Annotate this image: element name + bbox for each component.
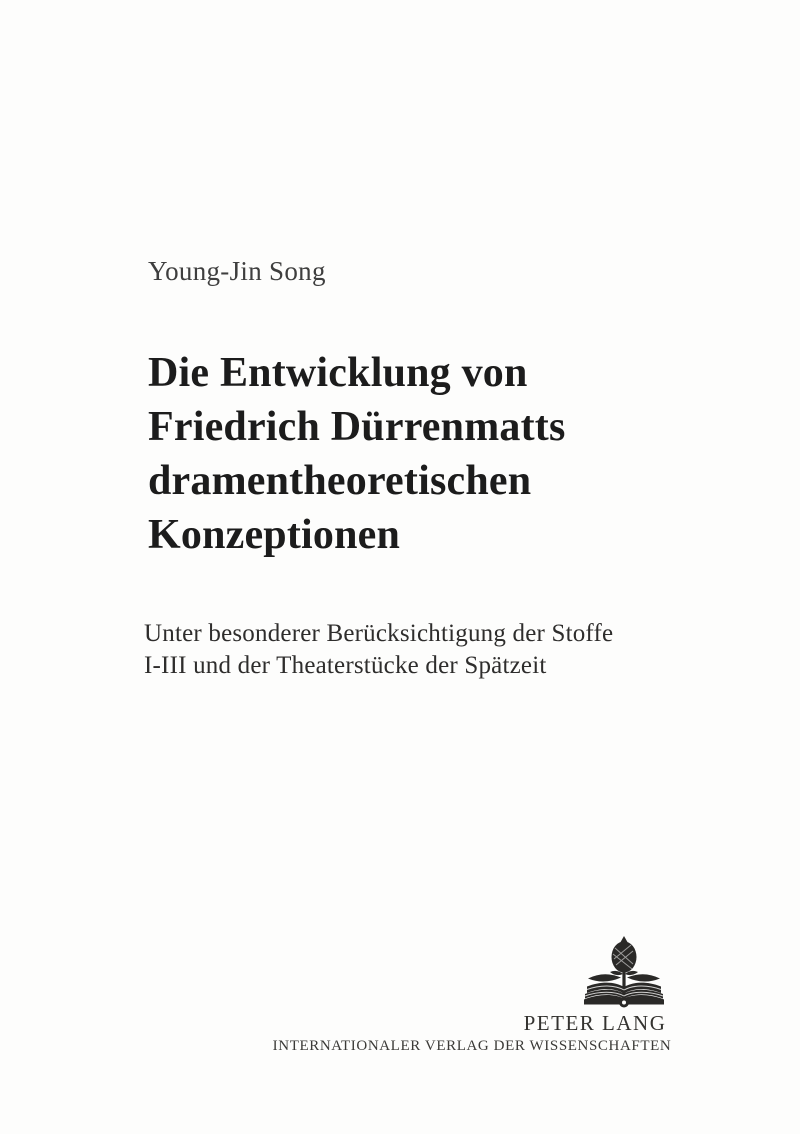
book-subtitle-line: I-III und der Theaterstücke der Spätzeit: [144, 652, 547, 679]
publisher-name: PETER LANG: [523, 1011, 667, 1035]
publisher-tagline: INTERNATIONALER VERLAG DER WISSENSCHAFTEN: [272, 1038, 672, 1054]
book-subtitle: [144, 618, 613, 682]
book-title-line: Die Entwicklung von: [148, 350, 528, 396]
open-book-pinecone-icon: [584, 936, 664, 1008]
book-title-line: dramentheoretischen: [148, 458, 532, 504]
publisher-logo-icon: [584, 936, 664, 1008]
book-title: [148, 346, 566, 562]
book-title-line: Konzeptionen: [148, 512, 401, 558]
book-subtitle-line: Unter besonderer Berücksichtigung der Stoffe: [144, 620, 614, 647]
book-title-line: Friedrich Dürrenmatts: [148, 404, 566, 450]
author-name: Young-Jin Song: [148, 256, 326, 286]
